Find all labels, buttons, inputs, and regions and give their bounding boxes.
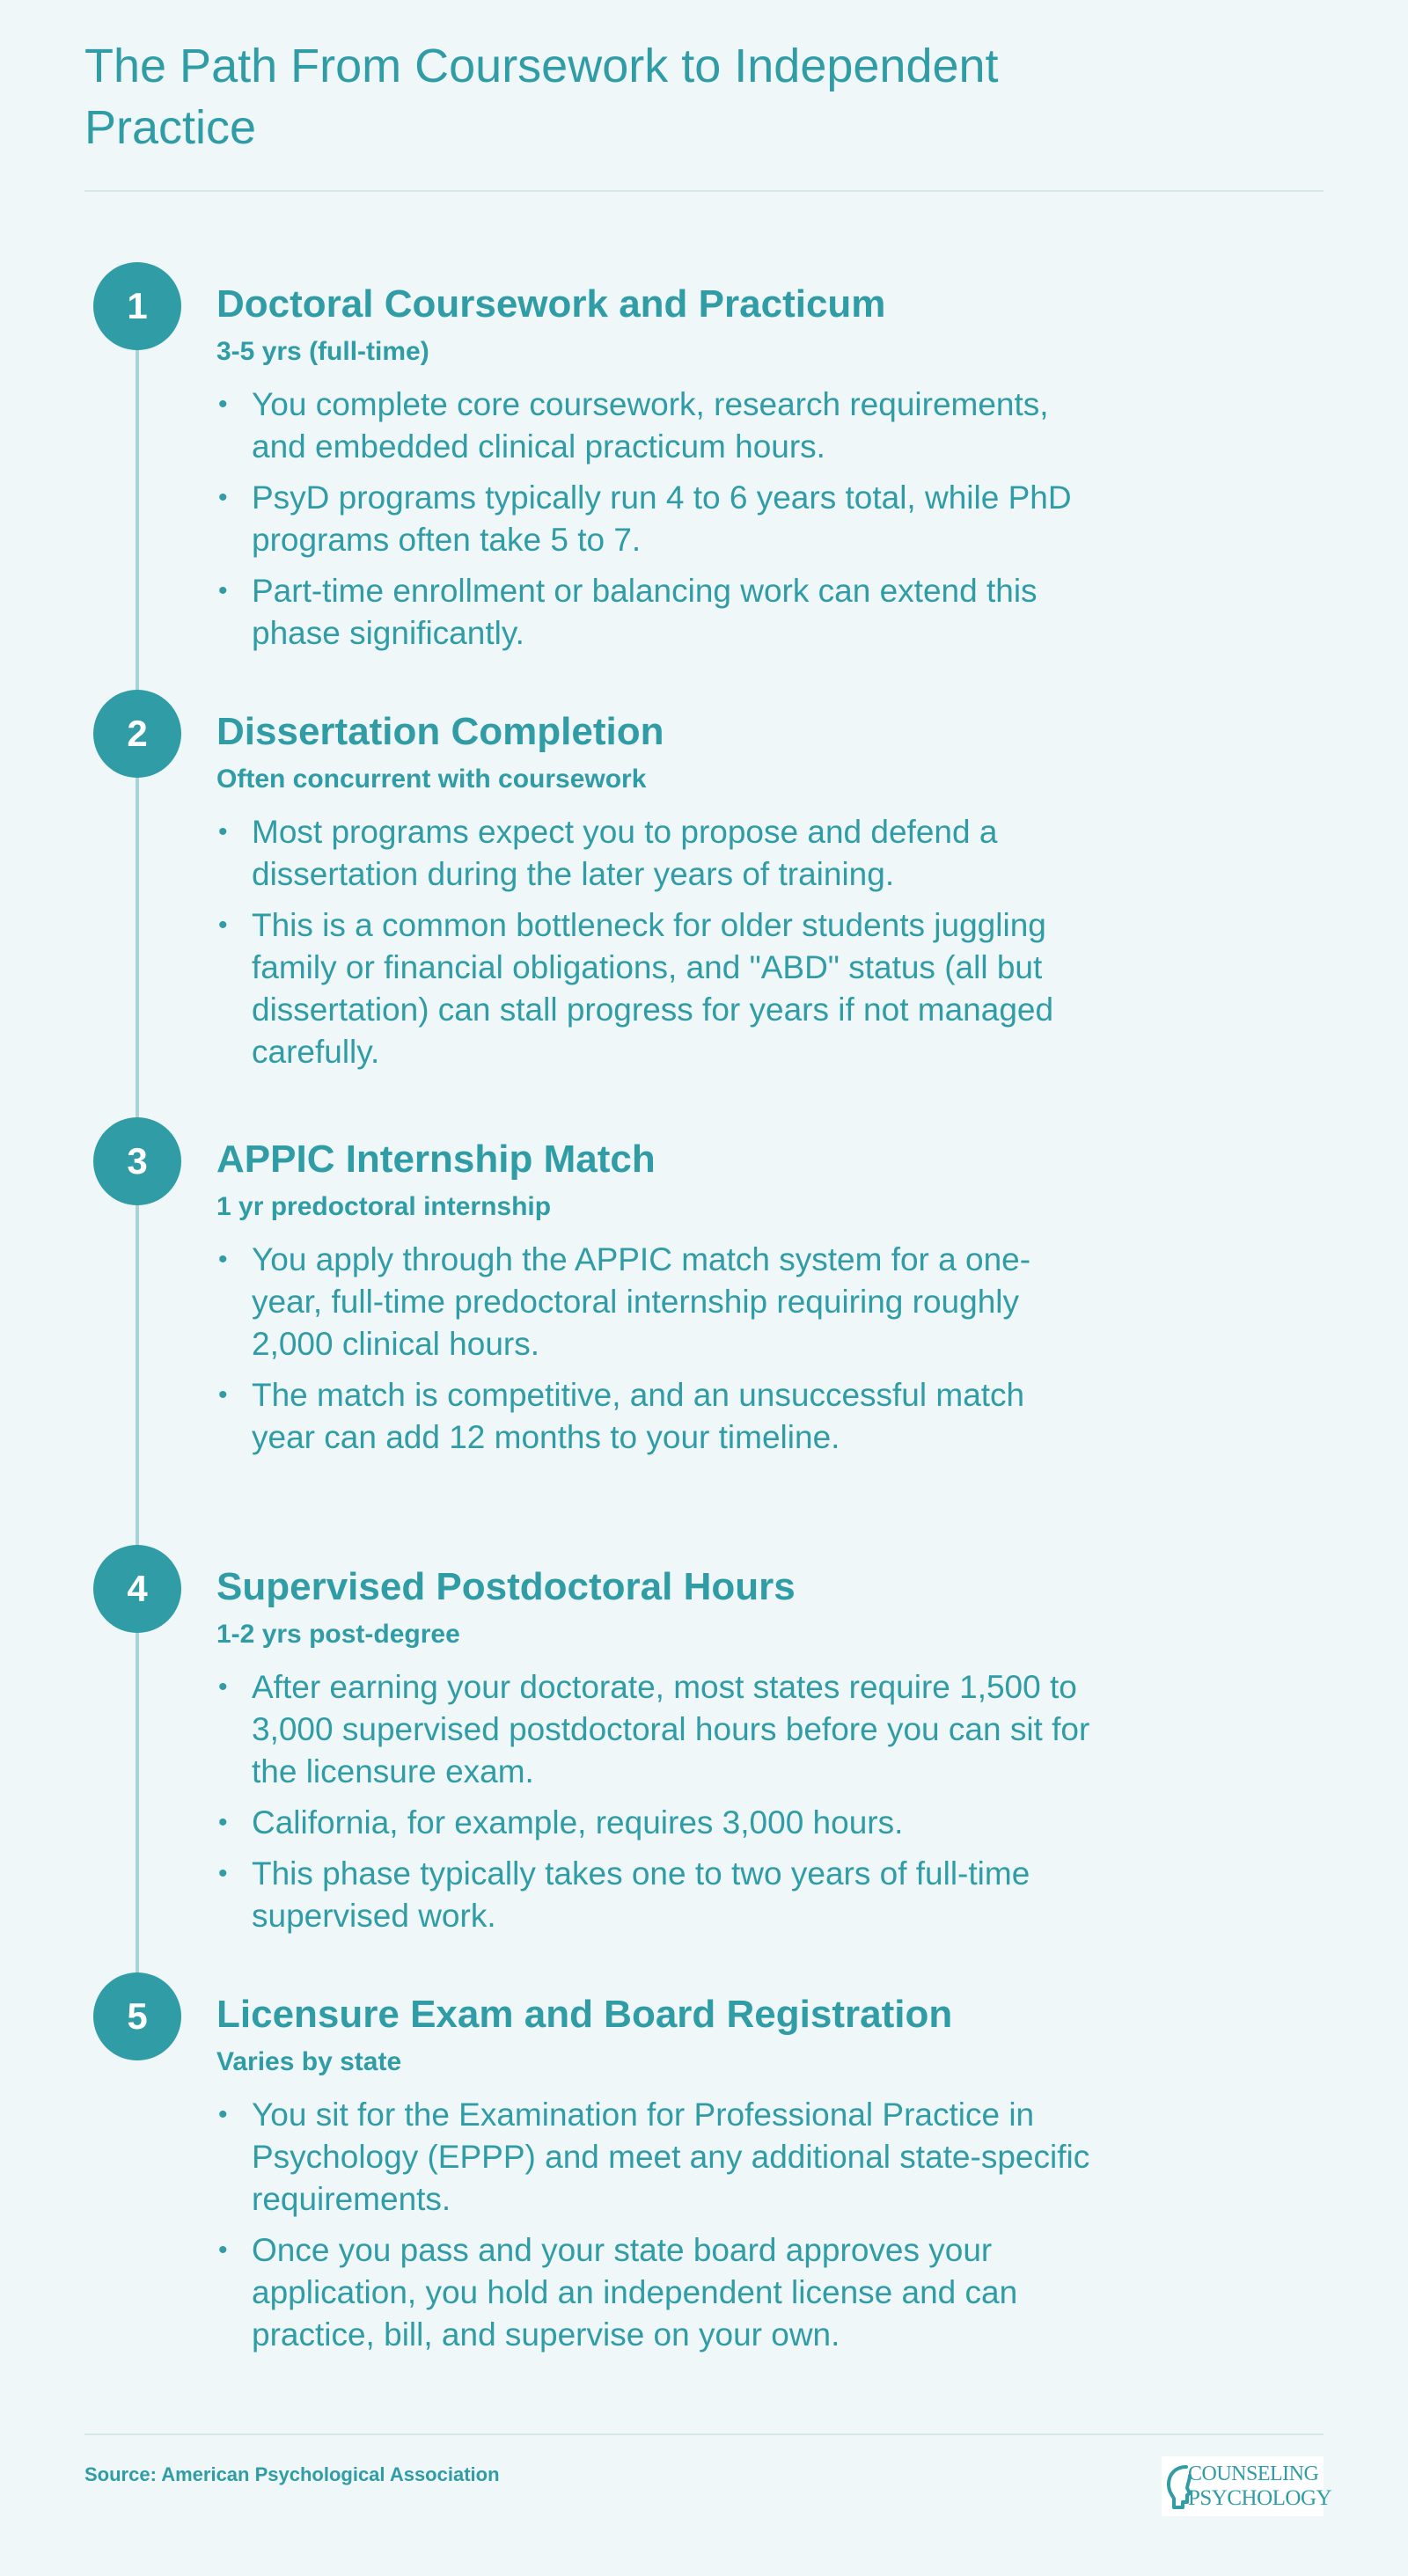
logo-text-top: COUNSELING (1188, 2463, 1319, 2485)
footer-divider (84, 2433, 1324, 2435)
bullet-item: • The match is competitive, and an unsuccessful match year can add 12 months to your timeline. (216, 1374, 1096, 1459)
bullet-item: • California, for example, requires 3,000 hours. (216, 1802, 1096, 1844)
step-title: Licensure Exam and Board Registration (216, 1993, 953, 2036)
bullet-item: • Part-time enrollment or balancing work can extend this phase significantly. (216, 570, 1096, 655)
step-number-badge: 1 (93, 262, 181, 350)
bullet-item: • You sit for the Examination for Professional Practice in Psychology (EPPP) and meet any additional state-specific requirements. (216, 2094, 1096, 2221)
bullet-item: • Once you pass and your state board approves your application, you hold an independent license and can practice, bill, and supervise on your own. (216, 2229, 1096, 2356)
step-duration: 1 yr predoctoral internship (216, 1192, 552, 1221)
step-title: Supervised Postdoctoral Hours (216, 1565, 796, 1608)
step-duration: 1-2 yrs post-degree (216, 1620, 460, 1649)
step-number-badge: 5 (93, 1972, 181, 2060)
step-duration: Varies by state (216, 2047, 402, 2076)
page-title: The Path From Coursework to Independent Practice (84, 40, 999, 154)
bullet-item: • This phase typically takes one to two years of full-time supervised work. (216, 1853, 1096, 1937)
step-number-badge: 2 (93, 690, 181, 778)
step-number-badge: 3 (93, 1117, 181, 1205)
step-duration: Often concurrent with coursework (216, 765, 647, 794)
header-divider (84, 190, 1324, 192)
bullet-item: • PsyD programs typically run 4 to 6 years total, while PhD programs often take 5 to 7. (216, 477, 1096, 561)
bullet-item: • After earning your doctorate, most states require 1,500 to 3,000 supervised postdoctoral hours before you can sit for the licensure exam. (216, 1666, 1096, 1793)
step-duration: 3-5 yrs (full-time) (216, 337, 429, 366)
step-bullet-list (216, 1239, 1096, 1467)
step-number-badge: 4 (93, 1545, 181, 1633)
source-citation: Source: American Psychological Association (84, 2463, 500, 2485)
step-bullet-list (216, 2094, 1096, 2365)
step-title: Doctoral Coursework and Practicum (216, 282, 886, 326)
step-bullet-list (216, 384, 1096, 663)
step-title: APPIC Internship Match (216, 1138, 656, 1181)
brand-logo (1162, 2456, 1332, 2516)
bullet-item: • This is a common bottleneck for older students juggling family or financial obligations, and "ABD" status (all but dissertation) can stall progress for years if not managed carefully. (216, 904, 1096, 1073)
logo-text-bottom: PSYCHOLOGY (1188, 2486, 1332, 2510)
bullet-item: • You complete core coursework, research requirements, and embedded clinical practicum hours. (216, 384, 1096, 468)
bullet-item: • You apply through the APPIC match system for a one-year, full-time predoctoral internship requiring roughly 2,000 clinical hours. (216, 1239, 1096, 1365)
bullet-item: • Most programs expect you to propose and defend a dissertation during the later years of training. (216, 811, 1096, 896)
step-title: Dissertation Completion (216, 710, 664, 753)
step-bullet-list (216, 1666, 1096, 1946)
step-bullet-list (216, 811, 1096, 1082)
